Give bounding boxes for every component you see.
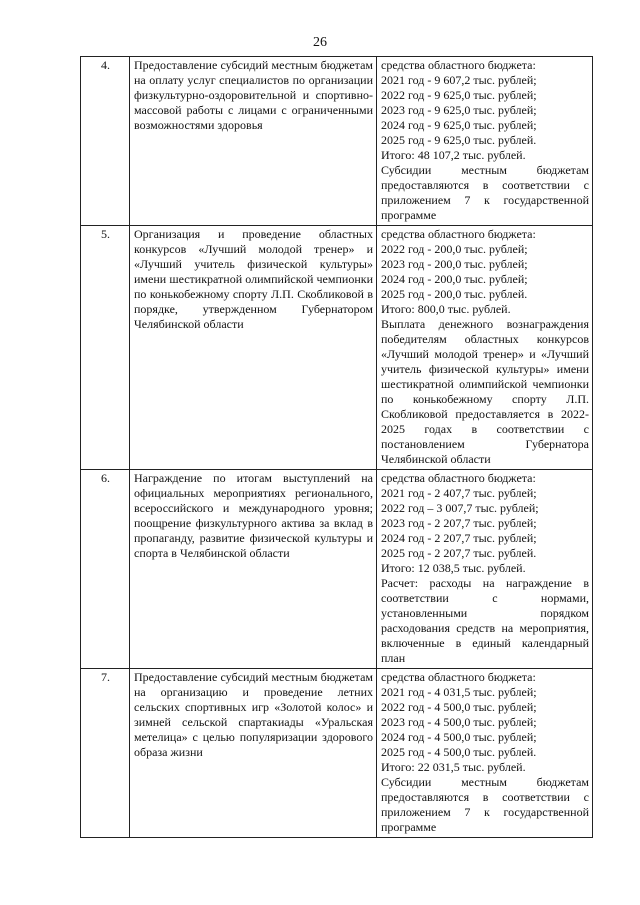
- table-row: [81, 470, 593, 669]
- page-number: 26: [313, 35, 327, 50]
- funding-cell: [377, 669, 593, 838]
- funding-note: Выплата денежного вознаграждения победителям областных конкурсов «Лучший молодой тренер» и «Лучший учитель физической культуры» имени шестикратной олимпийской чемпионки по конькобежному спорту Л.П. Скобликовой предоставляется в 2022-2025 годах в соответствии с постановлением Губернатора Челябинской области: [381, 317, 589, 466]
- funding-year: 2023 год - 200,0 тыс. рублей;: [381, 257, 528, 271]
- funding-cell: [377, 226, 593, 470]
- row-number: 7.: [101, 670, 110, 684]
- funding-year: 2024 год - 200,0 тыс. рублей;: [381, 272, 528, 286]
- funding-note: Субсидии местным бюджетам предоставляются в соответствии с приложением 7 к государственной программе: [381, 775, 589, 834]
- funding-year: 2022 год - 4 500,0 тыс. рублей;: [381, 700, 537, 714]
- funding-year: 2025 год - 2 207,7 тыс. рублей.: [381, 546, 537, 560]
- funding-year: 2022 год – 3 007,7 тыс. рублей;: [381, 501, 539, 515]
- funding-cell: [377, 470, 593, 669]
- row-number-cell: [81, 669, 130, 838]
- funding-total: Итого: 48 107,2 тыс. рублей.: [381, 148, 526, 162]
- funding-year: 2024 год - 2 207,7 тыс. рублей;: [381, 531, 537, 545]
- measures-table: [80, 56, 593, 838]
- funding-source: средства областного бюджета:: [381, 471, 536, 485]
- table-row: [81, 57, 593, 226]
- table-row: [81, 669, 593, 838]
- funding-year: 2021 год - 4 031,5 тыс. рублей;: [381, 685, 537, 699]
- measure-description: Предоставление субсидий местным бюджетам на оплату услуг специалистов по организации физкультурно-оздоровительной и спортивно-массовой работы с лицами с ограниченными возможностями здоровья: [130, 57, 377, 226]
- row-number: 4.: [101, 58, 110, 72]
- measure-description: Организация и проведение областных конкурсов «Лучший молодой тренер» и «Лучший учитель физической культуры» имени шестикратной олимпийской чемпионки по конькобежному спорту Л.П. Скобликовой в порядке, утвержденном Губернатором Челябинской области: [130, 226, 377, 470]
- funding-year: 2023 год - 4 500,0 тыс. рублей;: [381, 715, 537, 729]
- funding-year: 2024 год - 4 500,0 тыс. рублей;: [381, 730, 537, 744]
- funding-year: 2022 год - 200,0 тыс. рублей;: [381, 242, 528, 256]
- measure-description: Награждение по итогам выступлений на официальных мероприятиях регионального, всероссийского и международного уровня; поощрение физкультурного актива за вклад в пропаганду, развитие физической культуры и спорта в Челябинской области: [130, 470, 377, 669]
- funding-year: 2023 год - 2 207,7 тыс. рублей;: [381, 516, 537, 530]
- funding-year: 2024 год - 9 625,0 тыс. рублей;: [381, 118, 537, 132]
- funding-total: Итого: 12 038,5 тыс. рублей.: [381, 561, 526, 575]
- funding-year: 2022 год - 9 625,0 тыс. рублей;: [381, 88, 537, 102]
- funding-source: средства областного бюджета:: [381, 58, 536, 72]
- funding-year: 2025 год - 4 500,0 тыс. рублей.: [381, 745, 537, 759]
- funding-year: 2025 год - 200,0 тыс. рублей.: [381, 287, 528, 301]
- funding-note: Субсидии местным бюджетам предоставляются в соответствии с приложением 7 к государственной программе: [381, 163, 589, 222]
- funding-year: 2021 год - 2 407,7 тыс. рублей;: [381, 486, 537, 500]
- table-row: [81, 226, 593, 470]
- funding-source: средства областного бюджета:: [381, 670, 536, 684]
- funding-total: Итого: 22 031,5 тыс. рублей.: [381, 760, 526, 774]
- funding-total: Итого: 800,0 тыс. рублей.: [381, 302, 511, 316]
- row-number-cell: [81, 470, 130, 669]
- funding-year: 2025 год - 9 625,0 тыс. рублей.: [381, 133, 537, 147]
- funding-cell: [377, 57, 593, 226]
- measure-description: Предоставление субсидий местным бюджетам на организацию и проведение летних сельских спортивных игр «Золотой колос» и зимней сельской спартакиады «Уральская метелица» с целью популяризации здорового образа жизни: [130, 669, 377, 838]
- funding-year: 2021 год - 9 607,2 тыс. рублей;: [381, 73, 537, 87]
- row-number-cell: [81, 57, 130, 226]
- row-number-cell: [81, 226, 130, 470]
- funding-source: средства областного бюджета:: [381, 227, 536, 241]
- funding-year: 2023 год - 9 625,0 тыс. рублей;: [381, 103, 537, 117]
- funding-note: Расчет: расходы на награждение в соответствии с нормами, установленными порядком расходования средств на мероприятия, включенные в единый календарный план: [381, 576, 589, 665]
- row-number: 6.: [101, 471, 110, 485]
- row-number: 5.: [101, 227, 110, 241]
